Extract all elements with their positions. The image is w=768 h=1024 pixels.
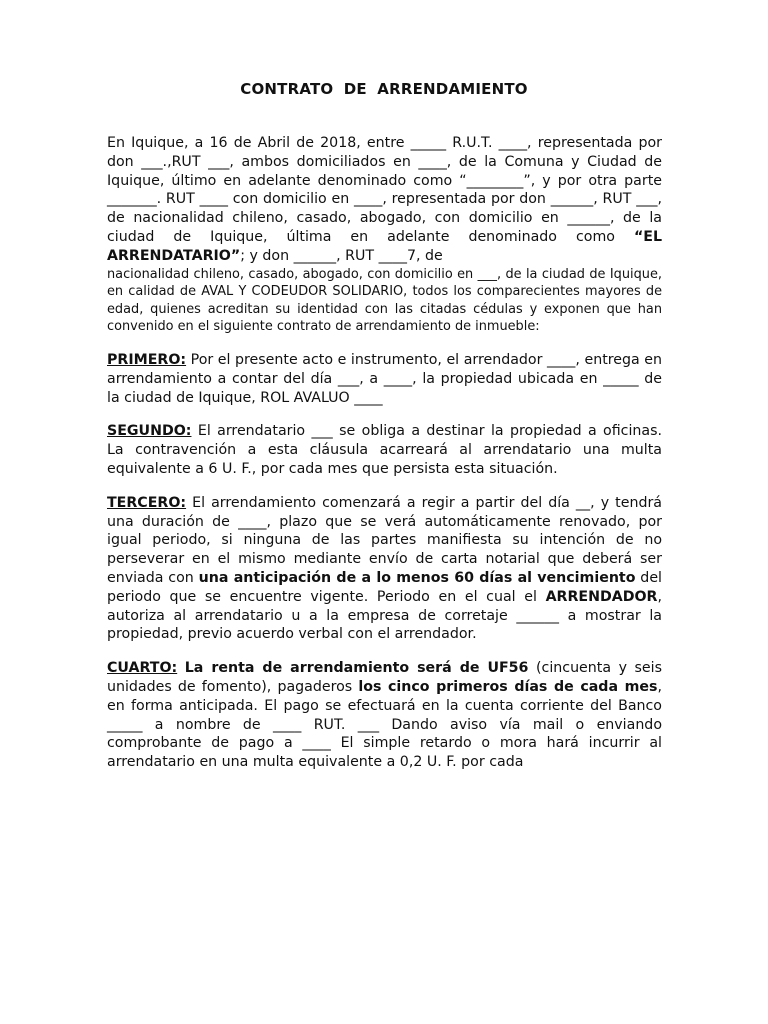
document-title: CONTRATO DE ARRENDAMIENTO bbox=[240, 80, 528, 98]
clause-segundo bbox=[107, 422, 662, 478]
clause-text: , autoriza al arrendatario u a la empresa de corretaje ______ a mostrar la propiedad, previo acuerdo verbal con el arrendador. bbox=[107, 588, 662, 643]
clause-heading: SEGUNDO: bbox=[107, 423, 192, 440]
clause-heading: PRIMERO: bbox=[107, 351, 187, 368]
clause-cuarto bbox=[107, 659, 662, 772]
clause-heading: CUARTO: bbox=[107, 660, 178, 677]
clause-tercero bbox=[107, 494, 662, 644]
clause-text: El arrendatario ___ se obliga a destinar la propiedad a oficinas. La contravención a esta cláusula acarreará al arrendatario una multa equivalente a 6 U. F., por cada mes que persista esta situación. bbox=[107, 423, 662, 477]
intro-paragraph-small: nacionalidad chileno, casado, abogado, con domicilio en ___, de la ciudad de Iquique, en calidad de AVAL Y CODEUDOR SOLIDARIO, todos los comparecientes mayores de edad, quienes acreditan su identidad con las citadas cédulas y exponen que han convenido en el siguiente contrato de arrendamiento de inmueble: bbox=[107, 266, 662, 335]
intro-paragraph bbox=[107, 134, 662, 266]
clause-text: (cincuenta y seis unidades de fomento), pagaderos bbox=[107, 660, 662, 695]
clause-text: Por el presente acto e instrumento, el arrendador ____, entrega en arrendamiento a contar del día ___, a ____, la propiedad ubicada en _____ de la ciudad de Iquique, ROL AVALUO ____ bbox=[107, 351, 662, 406]
clause-heading: TERCERO: bbox=[107, 494, 187, 511]
clause-bold: La renta de arrendamiento será de UF56 bbox=[184, 660, 529, 677]
clause-text: El arrendamiento comenzará a regir a partir del día __, y tendrá una duración de ____, plazo que se verá automáticamente renovado, por igual periodo, si ninguna de las partes manifiesta su intención de no perseverar en el mismo mediante envío de carta notarial que deberá ser enviada con bbox=[107, 494, 662, 586]
document-body bbox=[107, 134, 662, 772]
intro-bold: “EL ARRENDATARIO” bbox=[107, 228, 662, 264]
clause-primero bbox=[107, 351, 662, 407]
intro-text: En Iquique, a 16 de Abril de 2018, entre _____ R.U.T. ____, representada por don ___.,RUT ___, ambos domiciliados en ____, de la Comuna y Ciudad de Iquique, último en adelante denominado como “________”, y por otra parte _______. RUT ____ con domicilio en ____, representada por don ______, RUT ___, de nacionalidad chileno, casado, abogado, con domicilio en ______, de la ciudad de Iquique, última en adelante denominado como bbox=[107, 135, 662, 245]
clause-bold: una anticipación de a lo menos 60 días al vencimiento bbox=[198, 569, 636, 586]
intro-text-end: ; y don ______, RUT ____7, de bbox=[240, 247, 443, 264]
clause-text: del periodo que se encuentre vigente. Periodo en el cual el bbox=[107, 569, 662, 605]
clause-bold: los cinco primeros días de cada mes bbox=[358, 678, 658, 695]
clause-text: , en forma anticipada. El pago se efectuará en la cuenta corriente del Banco _____ a nombre de ____ RUT. ___ Dando aviso vía mail o enviando comprobante de pago a ____ El simple retardo o mora hará incurrir al arrendatario en una multa equivalente a 0,2 U. F. por cada bbox=[107, 678, 662, 771]
clause-bold: ARRENDADOR bbox=[545, 588, 658, 605]
